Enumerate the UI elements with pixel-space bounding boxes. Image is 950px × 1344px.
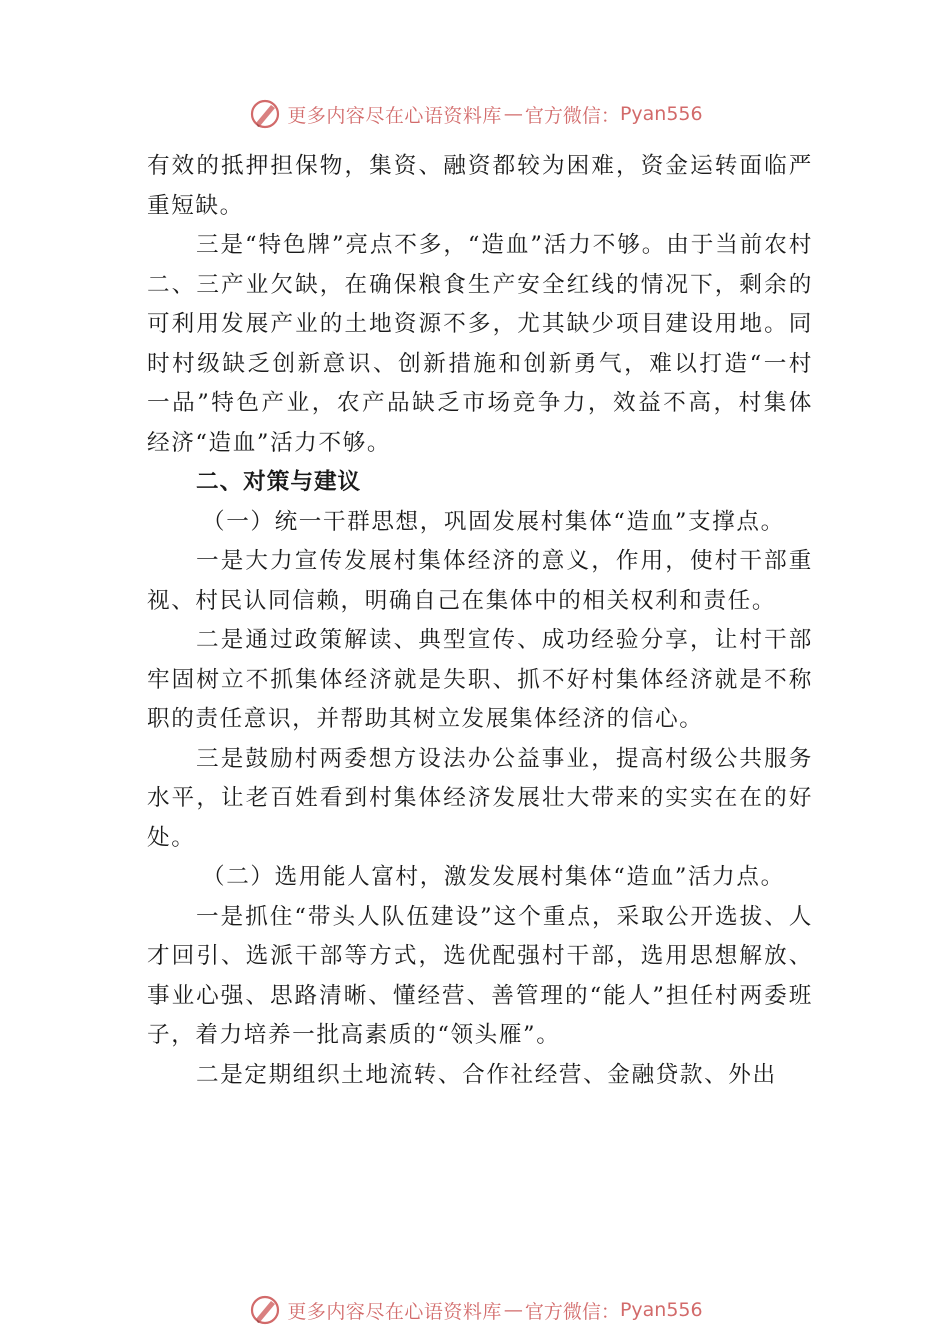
- paragraph: 三是“特色牌”亮点不多，“造血”活力不够。由于当前农村二、三产业欠缺，在确保粮食生产安全红线的情况下，剩余的可利用发展产业的土地资源不多，尤其缺少项目建设用地。同时村级缺乏创新意识、创新措施和创新勇气，难以打造“一村一品”特色产业，农产品缺乏市场竞争力，效益不高，村集体经济“造血”活力不够。: [147, 232, 813, 456]
- paragraph: 二是定期组织土地流转、合作社经营、金融贷款、外出: [196, 1061, 777, 1088]
- paragraph: 三是鼓励村两委想方设法办公益事业，提高村级公共服务水平，让老百姓看到村集体经济发展壮大带来的实实在在的好处。: [147, 745, 813, 851]
- document-body: [147, 147, 813, 1095]
- subsection-heading: （二）选用能人富村，激发发展村集体“造血”活力点。: [202, 864, 785, 890]
- banner-official-label: 官方微信：: [524, 1300, 620, 1323]
- paragraph: 一是抓住“带头人队伍建设”这个重点，采取公开选拔、人才回引、选派干部等方式，选优配强村干部，选用思想解放、事业心强、思路清晰、懂经营、善管理的“能人”担任村两委班子，着力培养一批高素质的“领头雁”。: [147, 903, 813, 1048]
- banner-text: 更多内容尽在心语资料库: [287, 1300, 502, 1323]
- banner-wechat-id: Pyan556: [619, 103, 703, 125]
- banner-official-label: 官方微信：: [524, 104, 620, 127]
- banner-text: 更多内容尽在心语资料库: [287, 104, 502, 127]
- subsection-heading: （一）统一干群思想，巩固发展村集体“造血”支撑点。: [202, 508, 785, 535]
- banner-dash: —: [503, 103, 523, 125]
- paragraph: 有效的抵押担保物，集资、融资都较为困难，资金运转面临严重短缺。: [147, 153, 813, 219]
- banner-dash: —: [503, 1299, 523, 1321]
- section-heading: 二、对策与建议: [196, 469, 362, 495]
- pen-logo-icon: [247, 96, 283, 132]
- header-banner: [0, 94, 950, 134]
- pen-logo-icon: [247, 1292, 283, 1328]
- footer-banner: [0, 1290, 950, 1330]
- paragraph: 一是大力宣传发展村集体经济的意义，作用，使村干部重视、村民认同信赖，明确自己在集体中的相关权利和责任。: [147, 548, 813, 614]
- banner-wechat-id: Pyan556: [619, 1299, 703, 1321]
- paragraph: 二是通过政策解读、典型宣传、成功经验分享，让村干部牢固树立不抓集体经济就是失职、抓不好村集体经济就是不称职的责任意识，并帮助其树立发展集体经济的信心。: [147, 627, 813, 732]
